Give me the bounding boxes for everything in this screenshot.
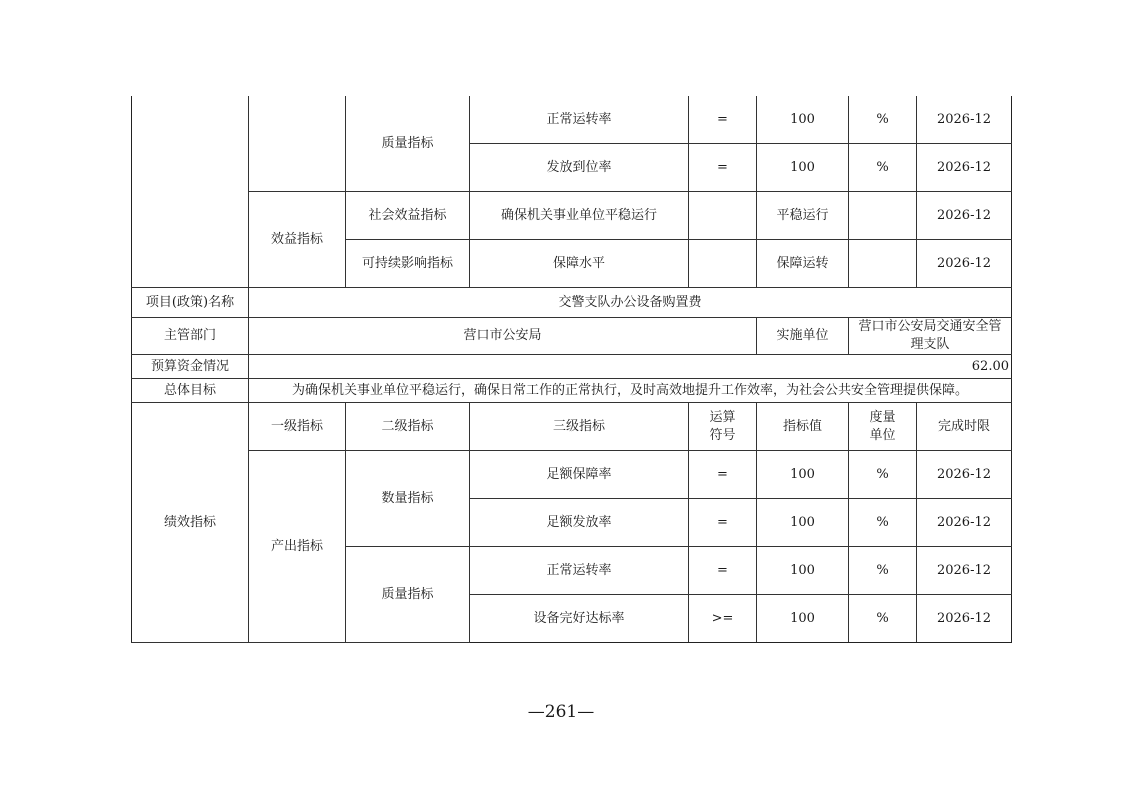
third-indicator-cell: 足额保障率 [470,451,689,499]
budget-label: 预算资金情况 [132,355,249,379]
department-value: 营口市公安局 [249,318,757,355]
third-indicator-cell: 足额发放率 [470,499,689,547]
performance-table [131,96,1012,643]
third-indicator-cell: 保障水平 [470,240,689,288]
header-second-level: 二级指标 [346,403,470,451]
deadline-cell: 2026-12 [917,499,1012,547]
quality-indicator-cell: 质量指标 [346,547,470,643]
header-operator-line1: 运算 [709,409,736,425]
third-indicator-cell: 正常运转率 [470,547,689,595]
header-operator-line2: 符号 [709,427,736,443]
quantity-indicator-cell: 数量指标 [346,451,470,547]
third-indicator-cell: 发放到位率 [470,144,689,192]
header-deadline: 完成时限 [917,403,1012,451]
budget-value: 62.00 [249,355,1012,379]
operator-cell: >= [689,595,757,643]
target-value-cell: 100 [757,451,849,499]
unit-cell [849,192,917,240]
department-label: 主管部门 [132,318,249,355]
operator-cell: = [689,499,757,547]
continued-second-cell: 质量指标 [346,96,470,192]
operator-cell: = [689,451,757,499]
deadline-cell: 2026-12 [917,192,1012,240]
third-indicator-cell: 设备完好达标率 [470,595,689,643]
operator-cell [689,240,757,288]
implementing-unit-value: 营口市公安局交通安全管理支队 [849,318,1012,355]
operator-cell [689,192,757,240]
operator-cell: = [689,96,757,144]
target-value-cell: 平稳运行 [757,192,849,240]
page-number: —261— [527,702,595,722]
unit-cell: % [849,499,917,547]
deadline-cell: 2026-12 [917,96,1012,144]
deadline-cell: 2026-12 [917,451,1012,499]
operator-cell: = [689,547,757,595]
second-indicator-cell: 可持续影响指标 [346,240,470,288]
deadline-cell: 2026-12 [917,240,1012,288]
header-unit [849,403,917,451]
target-value-cell: 保障运转 [757,240,849,288]
unit-cell: % [849,96,917,144]
overall-goal-label: 总体目标 [132,379,249,403]
continued-label-cell [132,96,249,288]
implementing-unit-label: 实施单位 [757,318,849,355]
header-unit-line1: 度量 [869,409,896,425]
target-value-cell: 100 [757,96,849,144]
continued-first-cell [249,96,346,192]
unit-cell: % [849,451,917,499]
target-value-cell: 100 [757,547,849,595]
unit-cell: % [849,547,917,595]
output-indicator-cell: 产出指标 [249,451,346,643]
project-name-value: 交警支队办公设备购置费 [249,288,1012,318]
operator-cell: = [689,144,757,192]
third-indicator-cell: 正常运转率 [470,96,689,144]
header-target-value: 指标值 [757,403,849,451]
unit-cell [849,240,917,288]
header-first-level: 一级指标 [249,403,346,451]
header-third-level: 三级指标 [470,403,689,451]
deadline-cell: 2026-12 [917,595,1012,643]
second-indicator-cell: 社会效益指标 [346,192,470,240]
third-indicator-cell: 确保机关事业单位平稳运行 [470,192,689,240]
deadline-cell: 2026-12 [917,144,1012,192]
target-value-cell: 100 [757,499,849,547]
header-operator [689,403,757,451]
unit-cell: % [849,144,917,192]
benefit-indicator-cell: 效益指标 [249,192,346,288]
project-name-label: 项目(政策)名称 [132,288,249,318]
target-value-cell: 100 [757,595,849,643]
unit-cell: % [849,595,917,643]
header-unit-line2: 单位 [869,427,896,443]
target-value-cell: 100 [757,144,849,192]
deadline-cell: 2026-12 [917,547,1012,595]
overall-goal-value: 为确保机关事业单位平稳运行，确保日常工作的正常执行，及时高效地提升工作效率，为社会公共安全管理提供保障。 [249,379,1012,403]
performance-indicators-label: 绩效指标 [132,403,249,643]
